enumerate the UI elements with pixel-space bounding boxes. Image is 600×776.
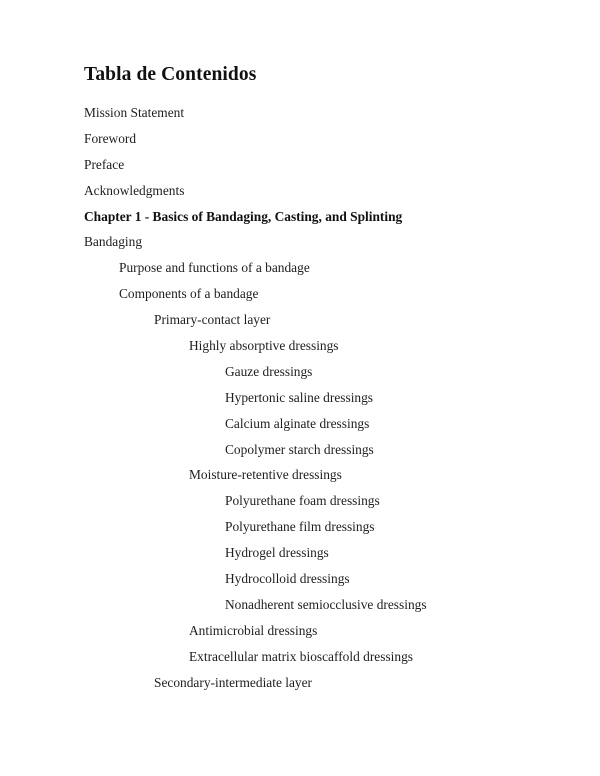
table-of-contents: [0, 102, 600, 697]
toc-entry-polyurethane-foam: Polyurethane foam dressings: [225, 493, 380, 509]
toc-entry-hydrocolloid: Hydrocolloid dressings: [225, 571, 350, 587]
toc-entry-calcium-alginate: Calcium alginate dressings: [225, 415, 370, 431]
toc-chapter-heading: Chapter 1 - Basics of Bandaging, Casting, and Splinting: [84, 208, 403, 224]
toc-entry-copolymer-starch: Copolymer starch dressings: [225, 441, 374, 457]
toc-entry-polyurethane-film: Polyurethane film dressings: [225, 519, 375, 535]
page-title: Tabla de Contenidos: [84, 64, 257, 85]
toc-entry-antimicrobial: Antimicrobial dressings: [189, 622, 318, 638]
toc-entry-hydrogel: Hydrogel dressings: [225, 545, 329, 561]
toc-entry-preface: Preface: [84, 156, 125, 172]
toc-entry-purpose-functions: Purpose and functions of a bandage: [119, 260, 310, 276]
toc-entry-hypertonic-saline: Hypertonic saline dressings: [225, 389, 374, 405]
toc-entry-foreword: Foreword: [84, 130, 137, 146]
toc-entry-bandaging: Bandaging: [84, 234, 143, 250]
toc-entry-acknowledgments: Acknowledgments: [84, 182, 185, 198]
toc-entry-moisture-retentive: Moisture-retentive dressings: [189, 467, 342, 483]
toc-entry-highly-absorptive: Highly absorptive dressings: [189, 338, 339, 354]
toc-entry-primary-contact-layer: Primary-contact layer: [154, 312, 271, 328]
toc-entry-secondary-intermediate: Secondary-intermediate layer: [154, 674, 313, 690]
toc-entry-nonadherent-semiocclusive: Nonadherent semiocclusive dressings: [225, 596, 427, 612]
toc-entry-mission-statement: Mission Statement: [84, 105, 185, 120]
toc-entry-gauze: Gauze dressings: [225, 363, 313, 379]
toc-entry-extracellular-matrix: Extracellular matrix bioscaffold dressings: [189, 648, 413, 664]
toc-entry-components: Components of a bandage: [119, 286, 259, 302]
